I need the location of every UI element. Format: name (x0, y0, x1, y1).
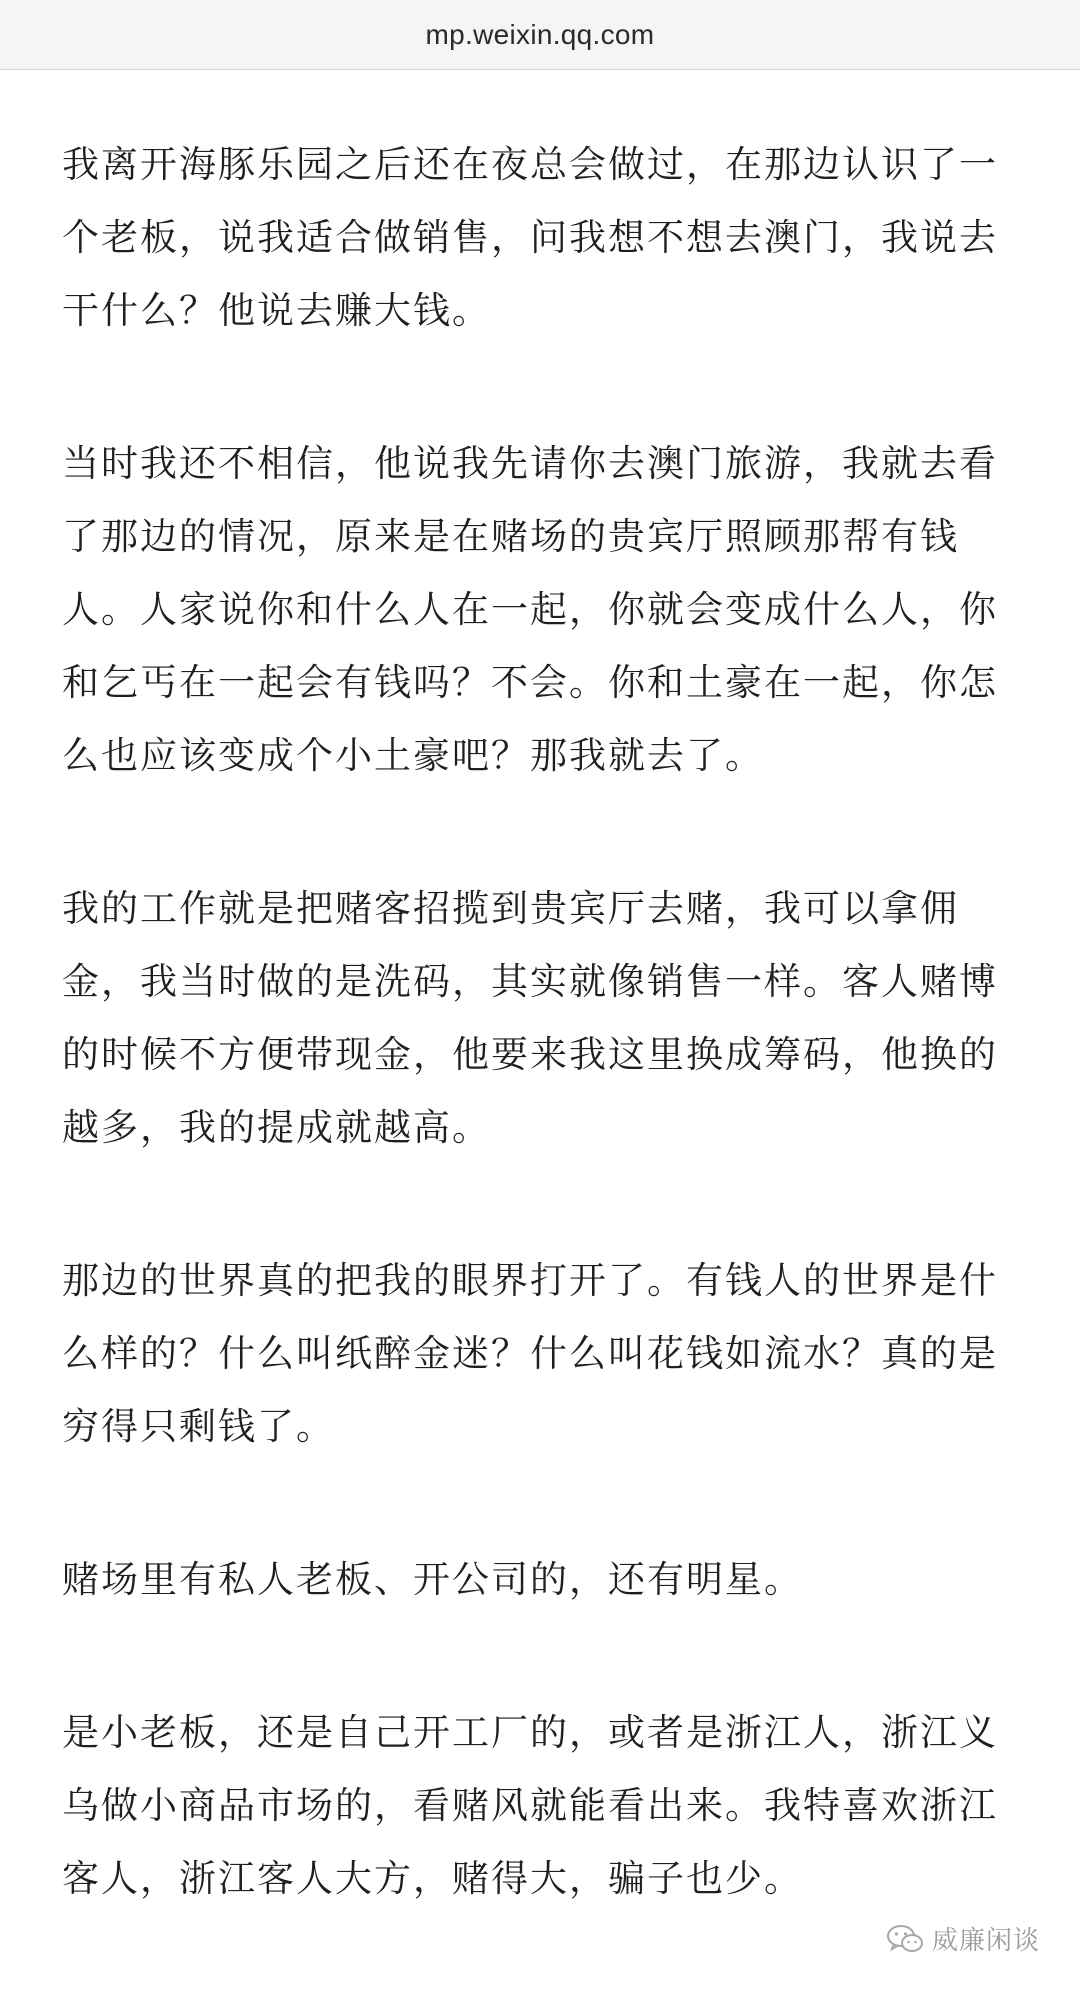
article-body (62, 128, 1024, 1995)
paragraph: 赌场里有私人老板、开公司的，还有明星。 (62, 1558, 803, 1601)
account-watermark (886, 1920, 1040, 1957)
paragraph: 那边的世界真的把我的眼界打开了。有钱人的世界是什么样的？什么叫纸醉金迷？什么叫花钱如流水？真的是穷得只剩钱了。 (62, 1259, 998, 1448)
wechat-icon (886, 1924, 924, 1954)
paragraph: 是小老板，还是自己开工厂的，或者是浙江人，浙江义乌做小商品市场的，看赌风就能看出来。我特喜欢浙江客人，浙江客人大方，赌得大，骗子也少。 (62, 1711, 998, 1900)
browser-address-bar[interactable] (0, 0, 1080, 70)
paragraph: 当时我还不相信，他说我先请你去澳门旅游，我就去看了那边的情况，原来是在赌场的贵宾厅照顾那帮有钱人。人家说你和什么人在一起，你就会变成什么人，你和乞丐在一起会有钱吗？不会。你和土豪在一起，你怎么也应该变成个小土豪吧？那我就去了。 (62, 442, 998, 777)
watermark-label: 威廉闲谈 (931, 1926, 1040, 1956)
paragraph: 我的工作就是把赌客招揽到贵宾厅去赌，我可以拿佣金，我当时做的是洗码，其实就像销售一样。客人赌博的时候不方便带现金，他要来我这里换成筹码，他换的越多，我的提成就越高。 (62, 887, 998, 1149)
url-text[interactable]: mp.weixin.qq.com (425, 18, 655, 50)
paragraph: 我离开海豚乐园之后还在夜总会做过，在那边认识了一个老板，说我适合做销售，问我想不想去澳门，我说去干什么？他说去赚大钱。 (62, 143, 998, 332)
